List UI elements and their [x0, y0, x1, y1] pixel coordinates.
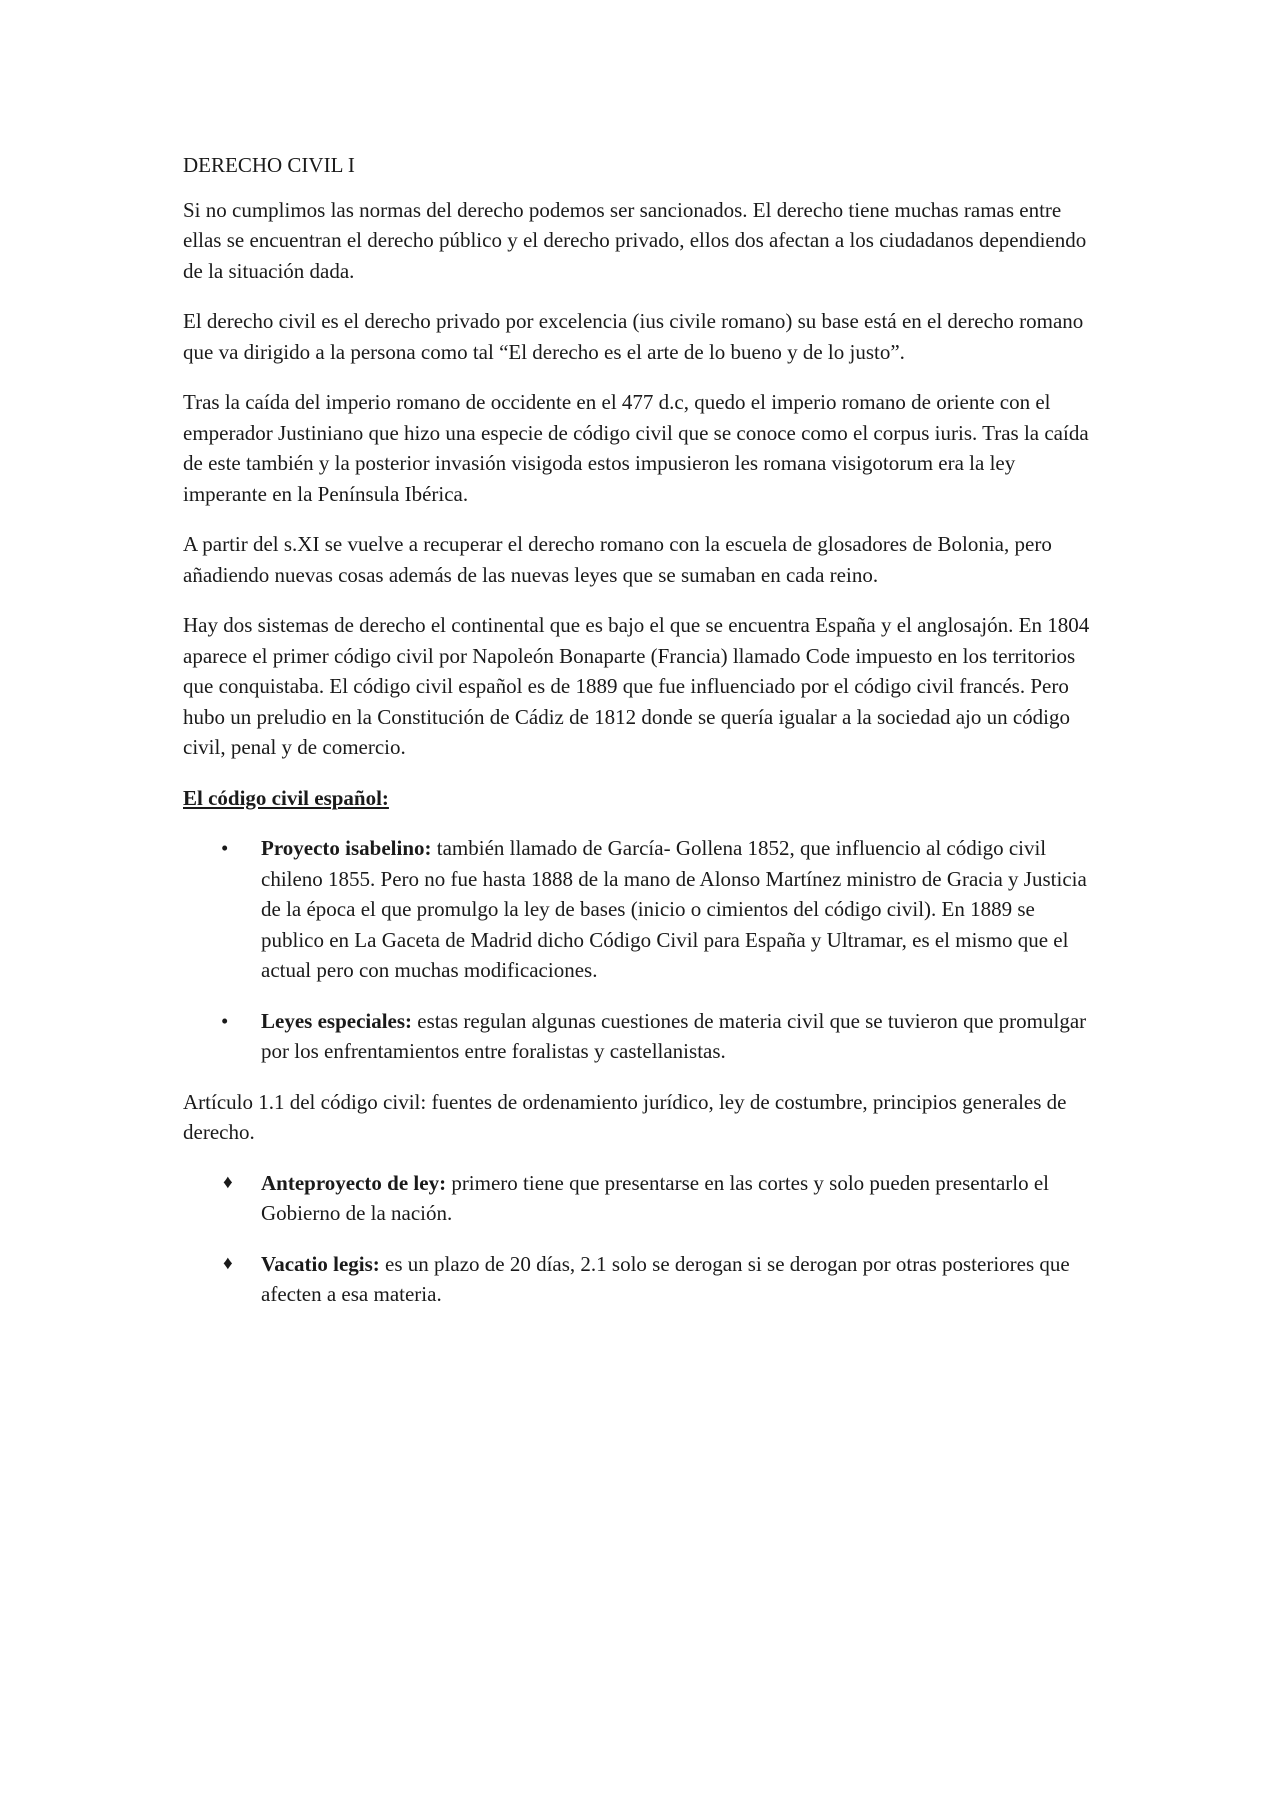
list-item-text: también llamado de García- Gollena 1852, que influencio al código civil chileno 1855. Pero no fue hasta 1888 de la mano de Alonso Martínez ministro de Gracia y Justicia de la época el que promulgo la ley de bases (inicio o cimientos del código civil). En 1889 se publico en La Gaceta de Madrid dicho Código Civil para España y Ultramar, es el mismo que el actual pero con muchas modificaciones.	[261, 836, 1087, 982]
bullet-list	[183, 833, 1103, 1067]
bullet-marker: •	[221, 836, 229, 860]
paragraph-bologna: A partir del s.XI se vuelve a recuperar el derecho romano con la escuela de glosadores de Bolonia, pero añadiendo nuevas cosas además de las nuevas leyes que se sumaban en cada reino.	[183, 532, 1052, 587]
list-item	[183, 833, 1103, 986]
paragraph-civil-law: El derecho civil es el derecho privado por excelencia (ius civile romano) su base está en el derecho romano que va dirigido a la persona como tal “El derecho es el arte de lo bueno y de lo justo”.	[183, 309, 1084, 364]
paragraph-article: Artículo 1.1 del código civil: fuentes de ordenamiento jurídico, ley de costumbre, principios generales de derecho.	[183, 1089, 1067, 1144]
list-item	[183, 1168, 1103, 1229]
list-item-text: estas regulan algunas cuestiones de materia civil que se tuvieron que promulgar por los enfrentamientos entre foralistas y castellanistas.	[261, 1008, 1087, 1063]
list-item	[183, 1006, 1103, 1067]
section-heading: El código civil español:	[183, 785, 389, 810]
list-item-term: Vacatio legis:	[261, 1251, 380, 1276]
list-item	[183, 1249, 1103, 1310]
list-item-text: primero tiene que presentarse en las cortes y solo pueden presentarlo el Gobierno de la nación.	[261, 1170, 1050, 1225]
list-item-term: Proyecto isabelino:	[261, 836, 432, 860]
document-page	[183, 150, 1103, 1330]
bullet-marker: •	[221, 1008, 229, 1033]
paragraph-legal-systems: Hay dos sistemas de derecho el continental que es bajo el que se encuentra España y el anglosajón. En 1804 aparece el primer código civil por Napoleón Bonaparte (Francia) llamado Code impuesto en los territorios que conquistaba. El código civil español es de 1889 que fue influenciado por el código civil francés. Pero hubo un preludio en la Constitución de Cádiz de 1812 donde se quería igualar a la sociedad ajo un código civil, penal y de comercio.	[183, 613, 1090, 759]
list-item-term: Leyes especiales:	[261, 1008, 413, 1033]
document-title: DERECHO CIVIL I	[183, 153, 355, 177]
paragraph-intro: Si no cumplimos las normas del derecho podemos ser sancionados. El derecho tiene muchas ramas entre ellas se encuentran el derecho público y el derecho privado, ellos dos afectan a los ciudadanos dependiendo de la situación dada.	[183, 197, 1087, 283]
diamond-marker: ♦	[223, 1171, 233, 1193]
list-item-text: es un plazo de 20 días, 2.1 solo se derogan si se derogan por otras posteriores que afecten a esa materia.	[261, 1251, 1070, 1306]
list-item-term: Anteproyecto de ley:	[261, 1170, 447, 1195]
diamond-marker: ♦	[223, 1252, 233, 1274]
diamond-list	[183, 1168, 1103, 1310]
paragraph-roman-empire: Tras la caída del imperio romano de occidente en el 477 d.c, quedo el imperio romano de oriente con el emperador Justiniano que hizo una especie de código civil que se conoce como el corpus iuris. Tras la caída de este también y la posterior invasión visigoda estos impusieron les romana visigotorum era la ley imperante en la Península Ibérica.	[183, 390, 1089, 506]
